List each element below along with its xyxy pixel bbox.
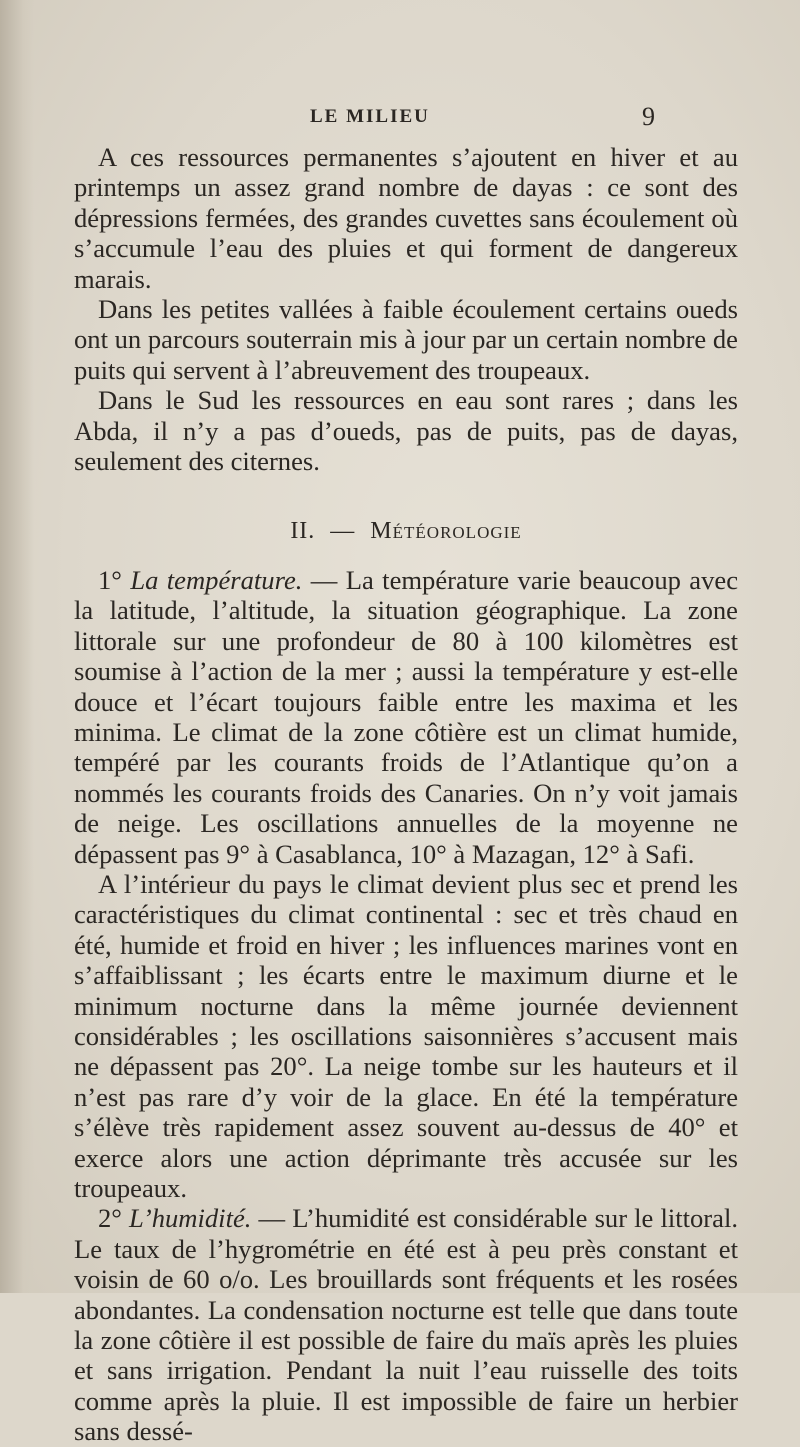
page-body bbox=[74, 142, 738, 1447]
paragraph-humidite bbox=[74, 1203, 738, 1446]
run-in-dash: — bbox=[310, 564, 338, 595]
run-in-title: L’humidité. bbox=[129, 1203, 252, 1234]
item-number: 1° bbox=[98, 564, 122, 595]
paragraph-sud: Dans le Sud les ressources en eau sont rares ; dans les Abda, il n’y a pas d’oueds, pas de puits, pas de dayas, seulement des citernes. bbox=[74, 385, 738, 477]
run-in-title: La température. bbox=[130, 564, 303, 595]
page-number: 9 bbox=[642, 102, 655, 131]
item-number: 2° bbox=[98, 1203, 122, 1234]
section-heading bbox=[74, 516, 738, 546]
page-edge-shadow bbox=[0, 0, 34, 1293]
page-header bbox=[0, 102, 800, 136]
paragraph-vallees: Dans les petites vallées à faible écoulement certains oueds ont un parcours souterrain mis à jour par un certain nombre de puits qui servent à l’abreuvement des troupeaux. bbox=[74, 294, 738, 385]
running-head: LE MILIEU bbox=[310, 106, 430, 127]
section-numeral: II. bbox=[290, 518, 316, 545]
paragraph-text: L’humidité est considérable sur le littoral. Le taux de l’hygrométrie en été est à peu près constant et voisin de 60 o/o. Les brouillards sont fréquents et les rosées abondantes. La condensation nocturne est telle que dans toute la zone côtière il est possible de faire du maïs après les pluies et sans irrigation. Pendant la nuit l’eau ruisselle des toits comme après la pluie. Il est impossible de faire un herbier sans dessé- bbox=[74, 1203, 738, 1447]
paragraph-dayas: A ces ressources permanentes s’ajoutent en hiver et au printemps un assez grand nombre de dayas : ce sont des dépressions fermées, des grandes cuvettes sans écoulement où s’accumule l’eau des pluies et qui forment de dangereux marais. bbox=[74, 142, 738, 294]
paragraph-text: La température varie beaucoup avec la latitude, l’altitude, la situation géographique. La zone littorale sur une profondeur de 80 à 100 kilomètres est soumise à l’action de la mer ; aussi la température y est-elle douce et l’écart toujours faible entre les maxima et les minima. Le climat de la zone côtière est un climat humide, tempéré par les courants froids de l’Atlantique qu’on a nommés les courants froids des Canaries. On n’y voit jamais de neige. Les oscillations annuelles de la moyenne ne dépassent pas 9° à Casablanca, 10° à Mazagan, 12° à Safi. bbox=[74, 564, 739, 869]
section-title: Météorologie bbox=[370, 518, 522, 545]
paragraph-interieur: A l’intérieur du pays le climat devient plus sec et prend les caractéristiques du climat continental : sec et très chaud en été, humide et froid en hiver ; les influences marines vont en s’affaiblissant ; les écarts entre le maximum diurne et le minimum nocturne dans la même journée deviennent considérables ; les oscillations saisonnières s’accusent mais ne dépassent pas 20°. La neige tombe sur les hauteurs et il n’est pas rare d’y voir de la glace. En été la température s’élève très rapidement assez souvent au-dessus de 40° et exerce alors une action déprimante très accusée sur les troupeaux. bbox=[74, 868, 738, 1203]
paragraph-temperature bbox=[74, 565, 738, 869]
section-dash: — bbox=[330, 518, 356, 545]
run-in-dash: — bbox=[258, 1203, 286, 1234]
